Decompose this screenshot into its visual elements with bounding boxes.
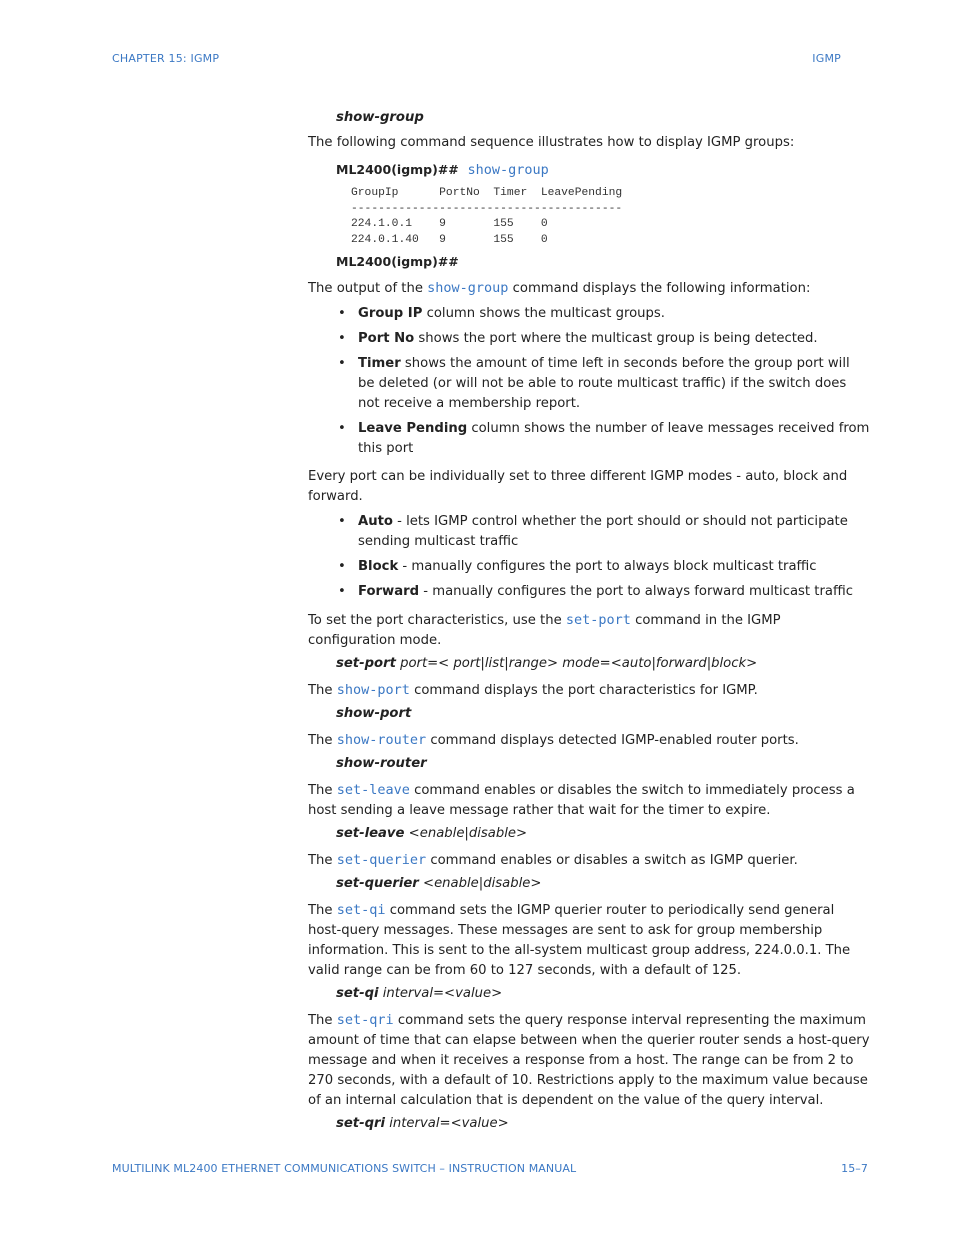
cmd-link-show-group: show-group bbox=[427, 280, 509, 296]
syntax-set-port: set-port port=< port|list|range> mode=<auto|forward|block> bbox=[336, 656, 758, 671]
list-item: • Leave Pending column shows the number of leave messages received from this port bbox=[338, 421, 870, 456]
modes-list bbox=[308, 512, 870, 602]
list-item: • Block - manually configures the port to always block multicast traffic bbox=[338, 559, 817, 574]
list-item: • Auto - lets IGMP control whether the port should or should not participate sending multicast traffic bbox=[338, 514, 848, 549]
cmd-link-show-router: show-router bbox=[336, 732, 427, 748]
show-group-fields-list bbox=[308, 304, 870, 459]
modes-intro: Every port can be individually set to three different IGMP modes - auto, block and forward. bbox=[308, 469, 848, 504]
cli-prompt-end: ML2400(igmp)## bbox=[336, 254, 459, 269]
set-leave-desc: The set-leave command enables or disables the switch to immediately process a host sending a leave message rather that wait for the timer to expire. bbox=[308, 782, 855, 818]
show-port-desc: The show-port command displays the port characteristics for IGMP. bbox=[308, 682, 758, 698]
list-item: • Forward - manually configures the port to always forward multicast traffic bbox=[338, 584, 853, 599]
cli-output: GroupIp PortNo Timer LeavePending ---------------------------------------- 224.1.0.1 9 155 0 224.0.1.40 9 155 0 bbox=[351, 187, 623, 246]
syntax-set-leave: set-leave <enable|disable> bbox=[336, 826, 528, 841]
syntax-set-qi: set-qi interval=<value> bbox=[336, 986, 503, 1001]
footer-title: MULTILINK ML2400 ETHERNET COMMUNICATIONS SWITCH – INSTRUCTION MANUAL bbox=[112, 1162, 577, 1175]
cli-command: show-group bbox=[467, 162, 549, 178]
cmd-link-show-port: show-port bbox=[336, 682, 410, 698]
set-port-desc: To set the port characteristics, use the set-port command in the IGMP configuration mode. bbox=[308, 612, 781, 648]
syntax-show-port: show-port bbox=[336, 706, 412, 721]
set-qi-desc: The set-qi command sets the IGMP querier router to periodically send general host-query messages. These messages are sent to ask for group membership information. This is sent to the all-system multicast group address, 224.0.0.1. The valid range can be from 60 to 127 seconds, with a default of 125. bbox=[308, 902, 851, 978]
list-item: • Group IP column shows the multicast groups. bbox=[338, 306, 665, 321]
page-content bbox=[308, 108, 870, 1134]
show-router-desc: The show-router command displays detected IGMP-enabled router ports. bbox=[308, 732, 799, 748]
syntax-set-qri: set-qri interval=<value> bbox=[336, 1116, 509, 1131]
footer-page-number: 15–7 bbox=[841, 1162, 868, 1175]
cmd-link-set-leave: set-leave bbox=[336, 782, 410, 798]
cli-prompt: ML2400(igmp)## show-group bbox=[336, 162, 549, 178]
cmd-link-set-querier: set-querier bbox=[336, 852, 427, 868]
list-item: • Timer shows the amount of time left in seconds before the group port will be deleted (or will not be able to route multicast traffic) if the switch does not receive a membership report. bbox=[338, 356, 850, 411]
syntax-set-querier: set-querier <enable|disable> bbox=[336, 876, 542, 891]
header-chapter: CHAPTER 15: IGMP bbox=[112, 52, 220, 65]
set-qri-desc: The set-qri command sets the query response interval representing the maximum amount of time that can elapse between when the querier router sends a host-query message and when it receives a response from a host. The range can be from 2 to 270 seconds, with a default of 10. Restrictions apply to the maximum value because of an internal calculation that is dependent on the value of the query interval. bbox=[308, 1012, 870, 1108]
header-section: IGMP bbox=[812, 52, 841, 65]
cmd-link-set-port: set-port bbox=[565, 612, 631, 628]
set-querier-desc: The set-querier command enables or disables a switch as IGMP querier. bbox=[308, 852, 798, 868]
show-group-desc: The output of the show-group command displays the following information: bbox=[308, 280, 811, 296]
show-group-intro: The following command sequence illustrates how to display IGMP groups: bbox=[308, 135, 795, 150]
syntax-show-router: show-router bbox=[336, 756, 427, 771]
cmd-link-set-qi: set-qi bbox=[336, 902, 386, 918]
list-item: • Port No shows the port where the multicast group is being detected. bbox=[338, 331, 818, 346]
cmd-link-set-qri: set-qri bbox=[336, 1012, 394, 1028]
heading-show-group: show-group bbox=[336, 110, 424, 125]
